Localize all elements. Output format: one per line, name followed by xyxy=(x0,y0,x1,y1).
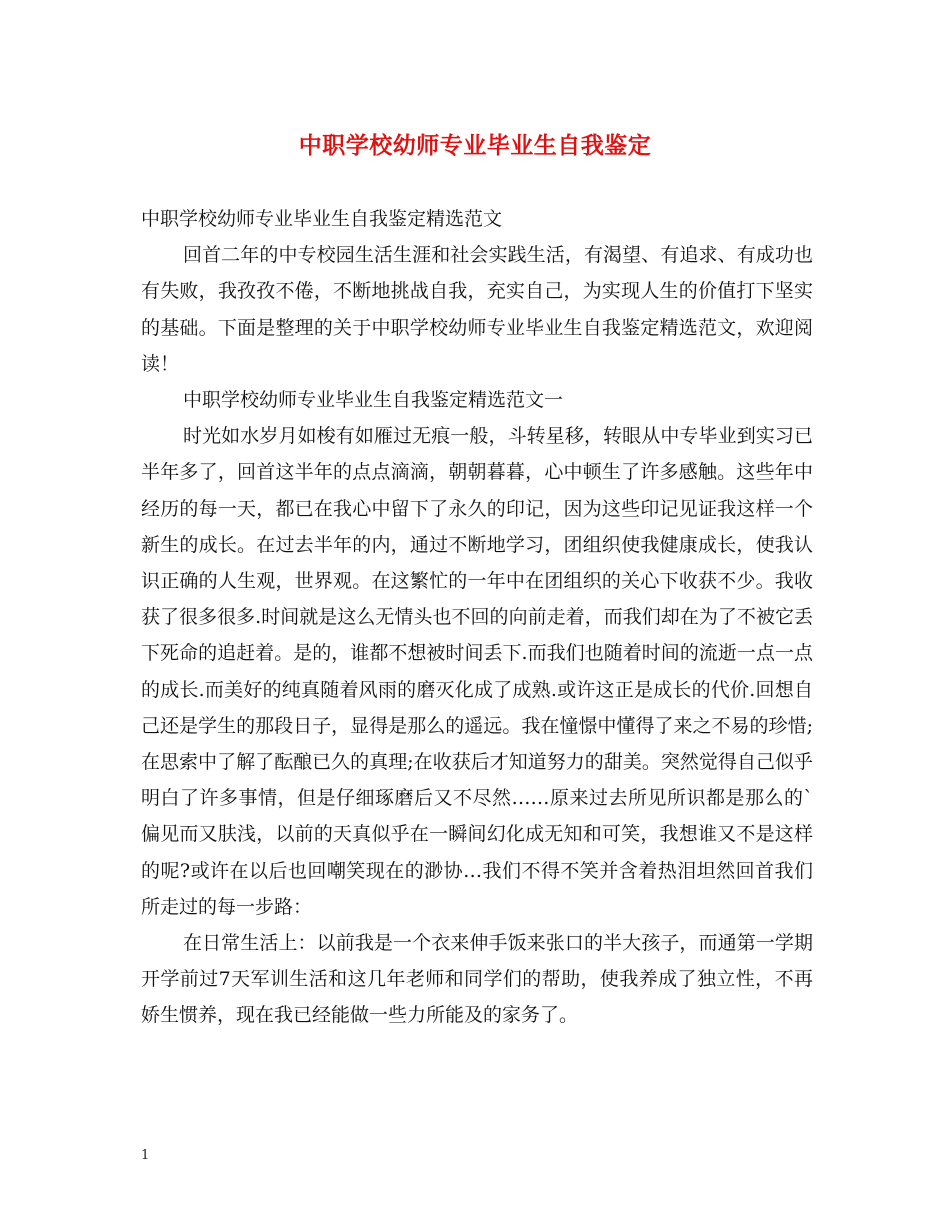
document-title: 中职学校幼师专业毕业生自我鉴定 xyxy=(298,132,652,159)
section-heading: 中职学校幼师专业毕业生自我鉴定精选范文一 xyxy=(183,389,564,412)
page-number: 1 xyxy=(141,1148,150,1163)
body-paragraph: 在日常生活上：以前我是一个衣来伸手饭来张口的半大孩子，而通第一学期开学前过7天军训生活和这几年老师和同学们的帮助，使我养成了独立性，不再娇生惯养，现在我已经能做一些力所能及的家务了。 xyxy=(141,932,813,1027)
document-body xyxy=(141,201,813,1034)
intro-paragraph: 回首二年的中专校园生活生涯和社会实践生活，有渴望、有追求、有成功也有失败，我孜孜不倦，不断地挑战自我，充实自己，为实现人生的价值打下坚实的基础。下面是整理的关于中职学校幼师专业毕业生自我鉴定精选范文，欢迎阅读！ xyxy=(141,244,813,375)
document-subtitle: 中职学校幼师专业毕业生自我鉴定精选范文 xyxy=(141,208,503,230)
body-paragraph: 时光如水岁月如梭有如雁过无痕一般，斗转星移，转眼从中专毕业到实习已半年多了，回首这半年的点点滴滴，朝朝暮暮，心中顿生了许多感触。这些年中经历的每一天，都已在我心中留下了永久的印记，因为这些印记见证我这样一个新生的成长。在过去半年的内，通过不断地学习，团组织使我健康成长，使我认识正确的人生观，世界观。在这繁忙的一年中在团组织的关心下收获不少。我收获了很多很多.时间就是这么无情头也不回的向前走着，而我们却在为了不被它丢下死命的追赶着。是的，谁都不想被时间丢下.而我们也随着时间的流逝一点一点的成长.而美好的纯真随着风雨的磨灭化成了成熟.或许这正是成长的代价.回想自己还是学生的那段日子，显得是那么的遥远。我在憧憬中懂得了来之不易的珍惜;在思索中了解了酝酿已久的真理;在收获后才知道努力的甜美。突然觉得自己似乎明白了许多事情，但是仔细琢磨后又不尽然……原来过去所见所识都是那么的`偏见而又肤浅，以前的天真似乎在一瞬间幻化成无知和可笑，我想谁又不是这样的呢?或许在以后也回嘲笑现在的渺协…我们不得不笑并含着热泪坦然回首我们所走过的每一步路： xyxy=(141,425,813,918)
